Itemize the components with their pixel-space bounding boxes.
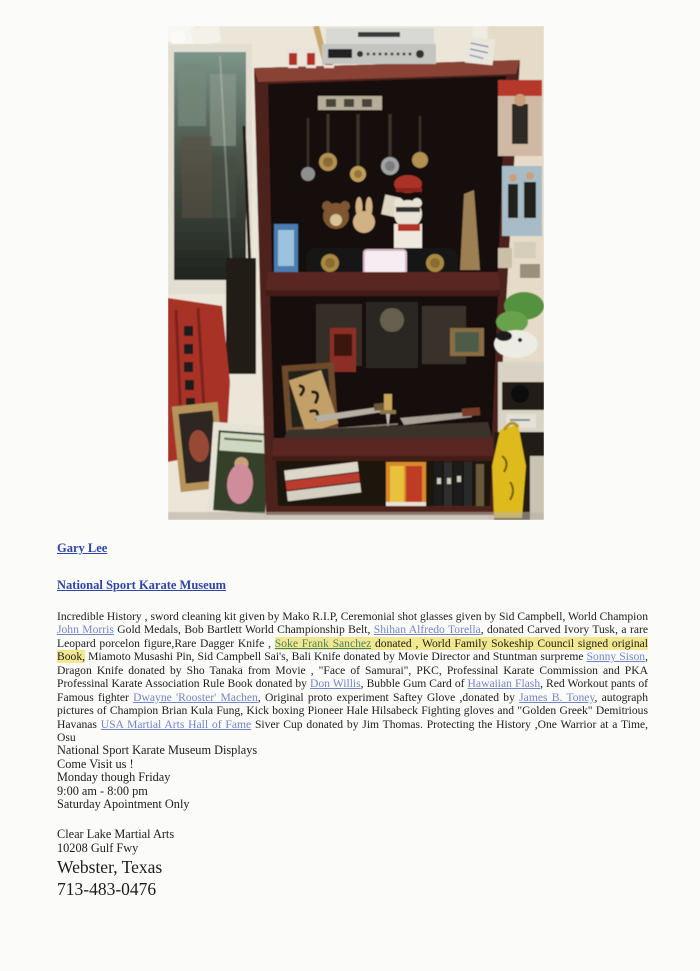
address-phone: 713-483-0476: [57, 879, 157, 900]
paragraph-text: Gold Medals, Bob Bartlett World Championship Belt,: [113, 623, 374, 637]
paragraph-text: , donated Carved Ivory Tusk, a rare Leopard porcelon figure,Rare Dagger Knife ,: [57, 623, 648, 650]
red-cap: [394, 175, 422, 193]
address-city: Webster, Texas: [57, 856, 163, 877]
museum-link[interactable]: National Sport Karate Museum: [57, 578, 227, 592]
info-line: Saturday Apointment Only: [57, 797, 190, 811]
bookshelf: [254, 60, 520, 515]
inline-link[interactable]: James B. Toney: [519, 690, 595, 704]
info-line: Come Visit us !: [57, 756, 134, 771]
gary-lee-link[interactable]: Gary Lee: [57, 541, 108, 555]
blue-frame: [274, 224, 298, 272]
inline-link[interactable]: Shihan Alfredo Torella: [373, 623, 481, 637]
address-name: Clear Lake Martial Arts: [57, 827, 175, 841]
white-side-shelf: [498, 362, 544, 432]
info-line: Monday though Friday: [57, 770, 171, 784]
inline-link[interactable]: Dwayne 'Rooster' Machen: [133, 690, 258, 704]
inline-link[interactable]: John Morris: [57, 623, 114, 637]
speaker-box: [226, 258, 256, 374]
info-line: 9:00 am - 8:00 pm: [57, 783, 148, 798]
info-line: National Sport Karate Museum Displays: [57, 743, 258, 757]
inline-link[interactable]: Soke Frank Sanchez: [274, 636, 372, 650]
address-block: [57, 828, 174, 901]
paragraph-text: , Original proto experiment Saftey Glove ,donated by: [257, 690, 520, 704]
inline-link[interactable]: Sonny Sison: [586, 650, 646, 664]
history-paragraph: [57, 610, 648, 745]
paragraph-text: Siver Cup donated by Jim Thomas. Protecting the History ,One Warrior at a Time, Osu: [57, 717, 649, 745]
side-strip: [530, 456, 544, 520]
paragraph-text: , autograph pictures of Champion Brian Kula Fung, Kick boxing Pioneer Hale Hilsabeck Fighting gloves and "Golden Greek" Demitrious Havanas: [57, 690, 649, 731]
inline-link[interactable]: Hawaiian Flash: [467, 677, 541, 691]
stereo-vcr: [322, 28, 436, 64]
paragraph-text: , Bubble Gum Card of: [360, 677, 468, 691]
floor-line: [168, 512, 544, 520]
paragraph-text: , Red Workout pants of Famous fighter: [57, 677, 648, 704]
paragraph-text: donated , World Family Sokeship Council signed original Book,: [57, 636, 648, 664]
paragraph-text: , Dragon Knife donated by Sho Tanaka from Movie , "Face of Samurai", PKC, Professinal Karate Commission and PKA Professinal Karate Association Rule Book donated by: [57, 650, 648, 691]
paragraph-text: Miamoto Musashi Pin, Sid Campbell Sai's, Bali Knife donated by Movie Director and Stuntman surpreme: [85, 650, 587, 664]
inline-link[interactable]: USA Martial Arts Hall of Fame: [100, 717, 252, 731]
museum-shelf-photo: [168, 26, 544, 520]
visit-info-block: [57, 744, 257, 812]
glass-cabinet: [168, 44, 252, 294]
wall-posters: [498, 80, 542, 278]
paragraph-text: Incredible History , sword cleaning kit given by Mako R.I.P, Ceremonial shot glasses given by Sid Campbell, World Champion: [57, 610, 648, 623]
address-street: 10208 Gulf Fwy: [57, 840, 139, 855]
inline-link[interactable]: Don Willis: [310, 677, 361, 691]
